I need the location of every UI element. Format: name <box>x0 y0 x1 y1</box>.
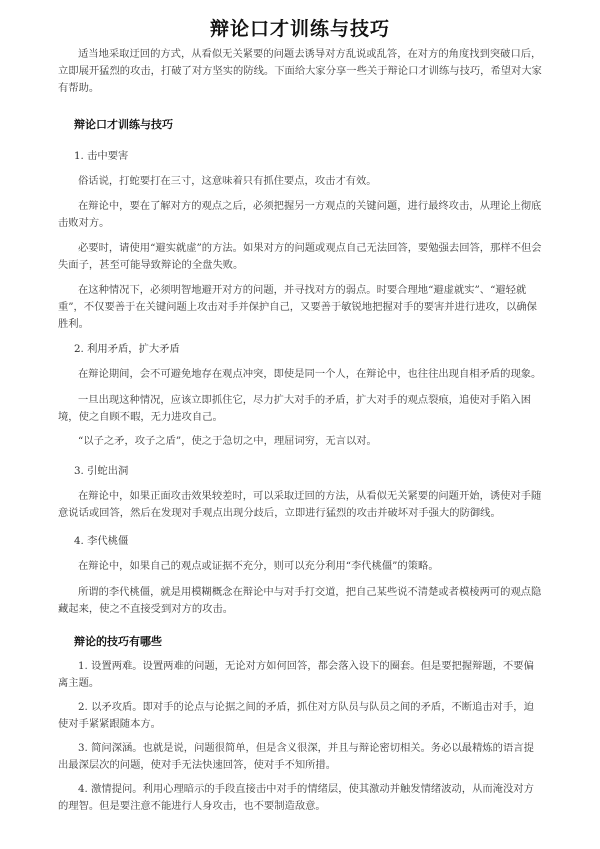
subsection-label: 4. 李代桃僵 <box>74 535 129 547</box>
body-paragraph: 一旦出现这种情况，应该立即抓住它，尽力扩大对手的矛盾，扩大对手的观点裂痕，追使对手陷入困境，使之自顾不暇，无力进攻自己。 <box>58 394 532 423</box>
list-item: 4. 激情提问。利用心理暗示的手段直接击中对手的情绪层，使其激动并触发情绪波动，从而淹没对方的理智。但是要注意不能进行人身攻击，也不要制造敌意。 <box>58 783 534 812</box>
body-paragraph: 所谓的李代桃僵，就是用模糊概念在辩论中与对手打交道，把自己某些说不清楚或者模棱两可的观点隐藏起来，使之不直接受到对方的攻击。 <box>58 586 542 615</box>
body-paragraph: 在这种情况下，必须明智地避开对方的问题，并寻找对方的弱点。时要合理地“避虚就实”、“避轻就重”，不仅要善于在关键问题上攻击对手并保护自己，又要善于敏锐地把握对手的要害并进行进攻，以确保胜利。 <box>58 284 537 330</box>
body-paragraph: 在辩论中，要在了解对方的观点之后，必须把握另一方观点的关键问题，进行最终攻击，从理论上彻底击败对方。 <box>58 200 542 229</box>
body-paragraph: “以子之矛，攻子之盾”，使之于急切之中，理屈词穷，无言以对。 <box>78 435 377 447</box>
body-paragraph: 在辩论中，如果自己的观点或证据不充分，则可以充分利用“李代桃僵”的策略。 <box>78 560 439 572</box>
subsection-label: 2. 利用矛盾，扩大矛盾 <box>74 343 180 355</box>
body-paragraph: 在辩论中，如果正面攻击效果较差时，可以采取迂回的方法，从看似无关紧要的问题开始，诱使对手随意说话或回答，然后在发现对手观点出现分歧后，立即进行猛烈的攻击并破坏对手强大的防御线。 <box>58 490 542 519</box>
section-heading: 辩论的技巧有哪些 <box>74 635 162 648</box>
document-title: 辩论口才训练与技巧 <box>209 18 390 40</box>
body-paragraph: 必要时，请使用“避实就虚”的方法。如果对方的问题或观点自己无法回答，要勉强去回答，那样不但会失面子，甚至可能导致辩论的全盘失败。 <box>58 242 542 271</box>
list-item: 2. 以矛攻盾。即对手的论点与论据之间的矛盾，抓住对方队员与队员之间的矛盾，不断追击对手，迫使对手紧紧跟随本方。 <box>58 701 534 730</box>
list-item: 1. 设置两难。设置两难的问题，无论对方如何回答，都会落入设下的圈套。但是要把握辩题，不要偏离主题。 <box>58 660 534 689</box>
body-paragraph: 俗话说，打蛇要打在三寸，这意味着只有抓住要点，攻击才有效。 <box>78 175 377 187</box>
list-item: 3. 简问深涵。也就是说，问题很简单，但是含义很深，并且与辩论密切相关。务必以最精炼的语言提出最深层次的问题，使对手无法快速回答，使对手不知所措。 <box>58 742 534 771</box>
subsection-label: 1. 击中要害 <box>74 150 129 162</box>
intro-paragraph: 适当地采取迂回的方式，从看似无关紧要的问题去诱导对方乱说或乱答，在对方的角度找到突破口后，立即展开猛烈的攻击，打破了对方坚实的防线。下面给大家分享一些关于辩论口才训练与技巧，希望对大家有帮助。 <box>58 48 542 94</box>
section-heading: 辩论口才训练与技巧 <box>74 118 173 131</box>
body-paragraph: 在辩论期间，会不可避免地存在观点冲突，即使是同一个人，在辩论中，也往往出现自相矛盾的现象。 <box>78 368 542 380</box>
subsection-label: 3. 引蛇出洞 <box>74 465 129 477</box>
